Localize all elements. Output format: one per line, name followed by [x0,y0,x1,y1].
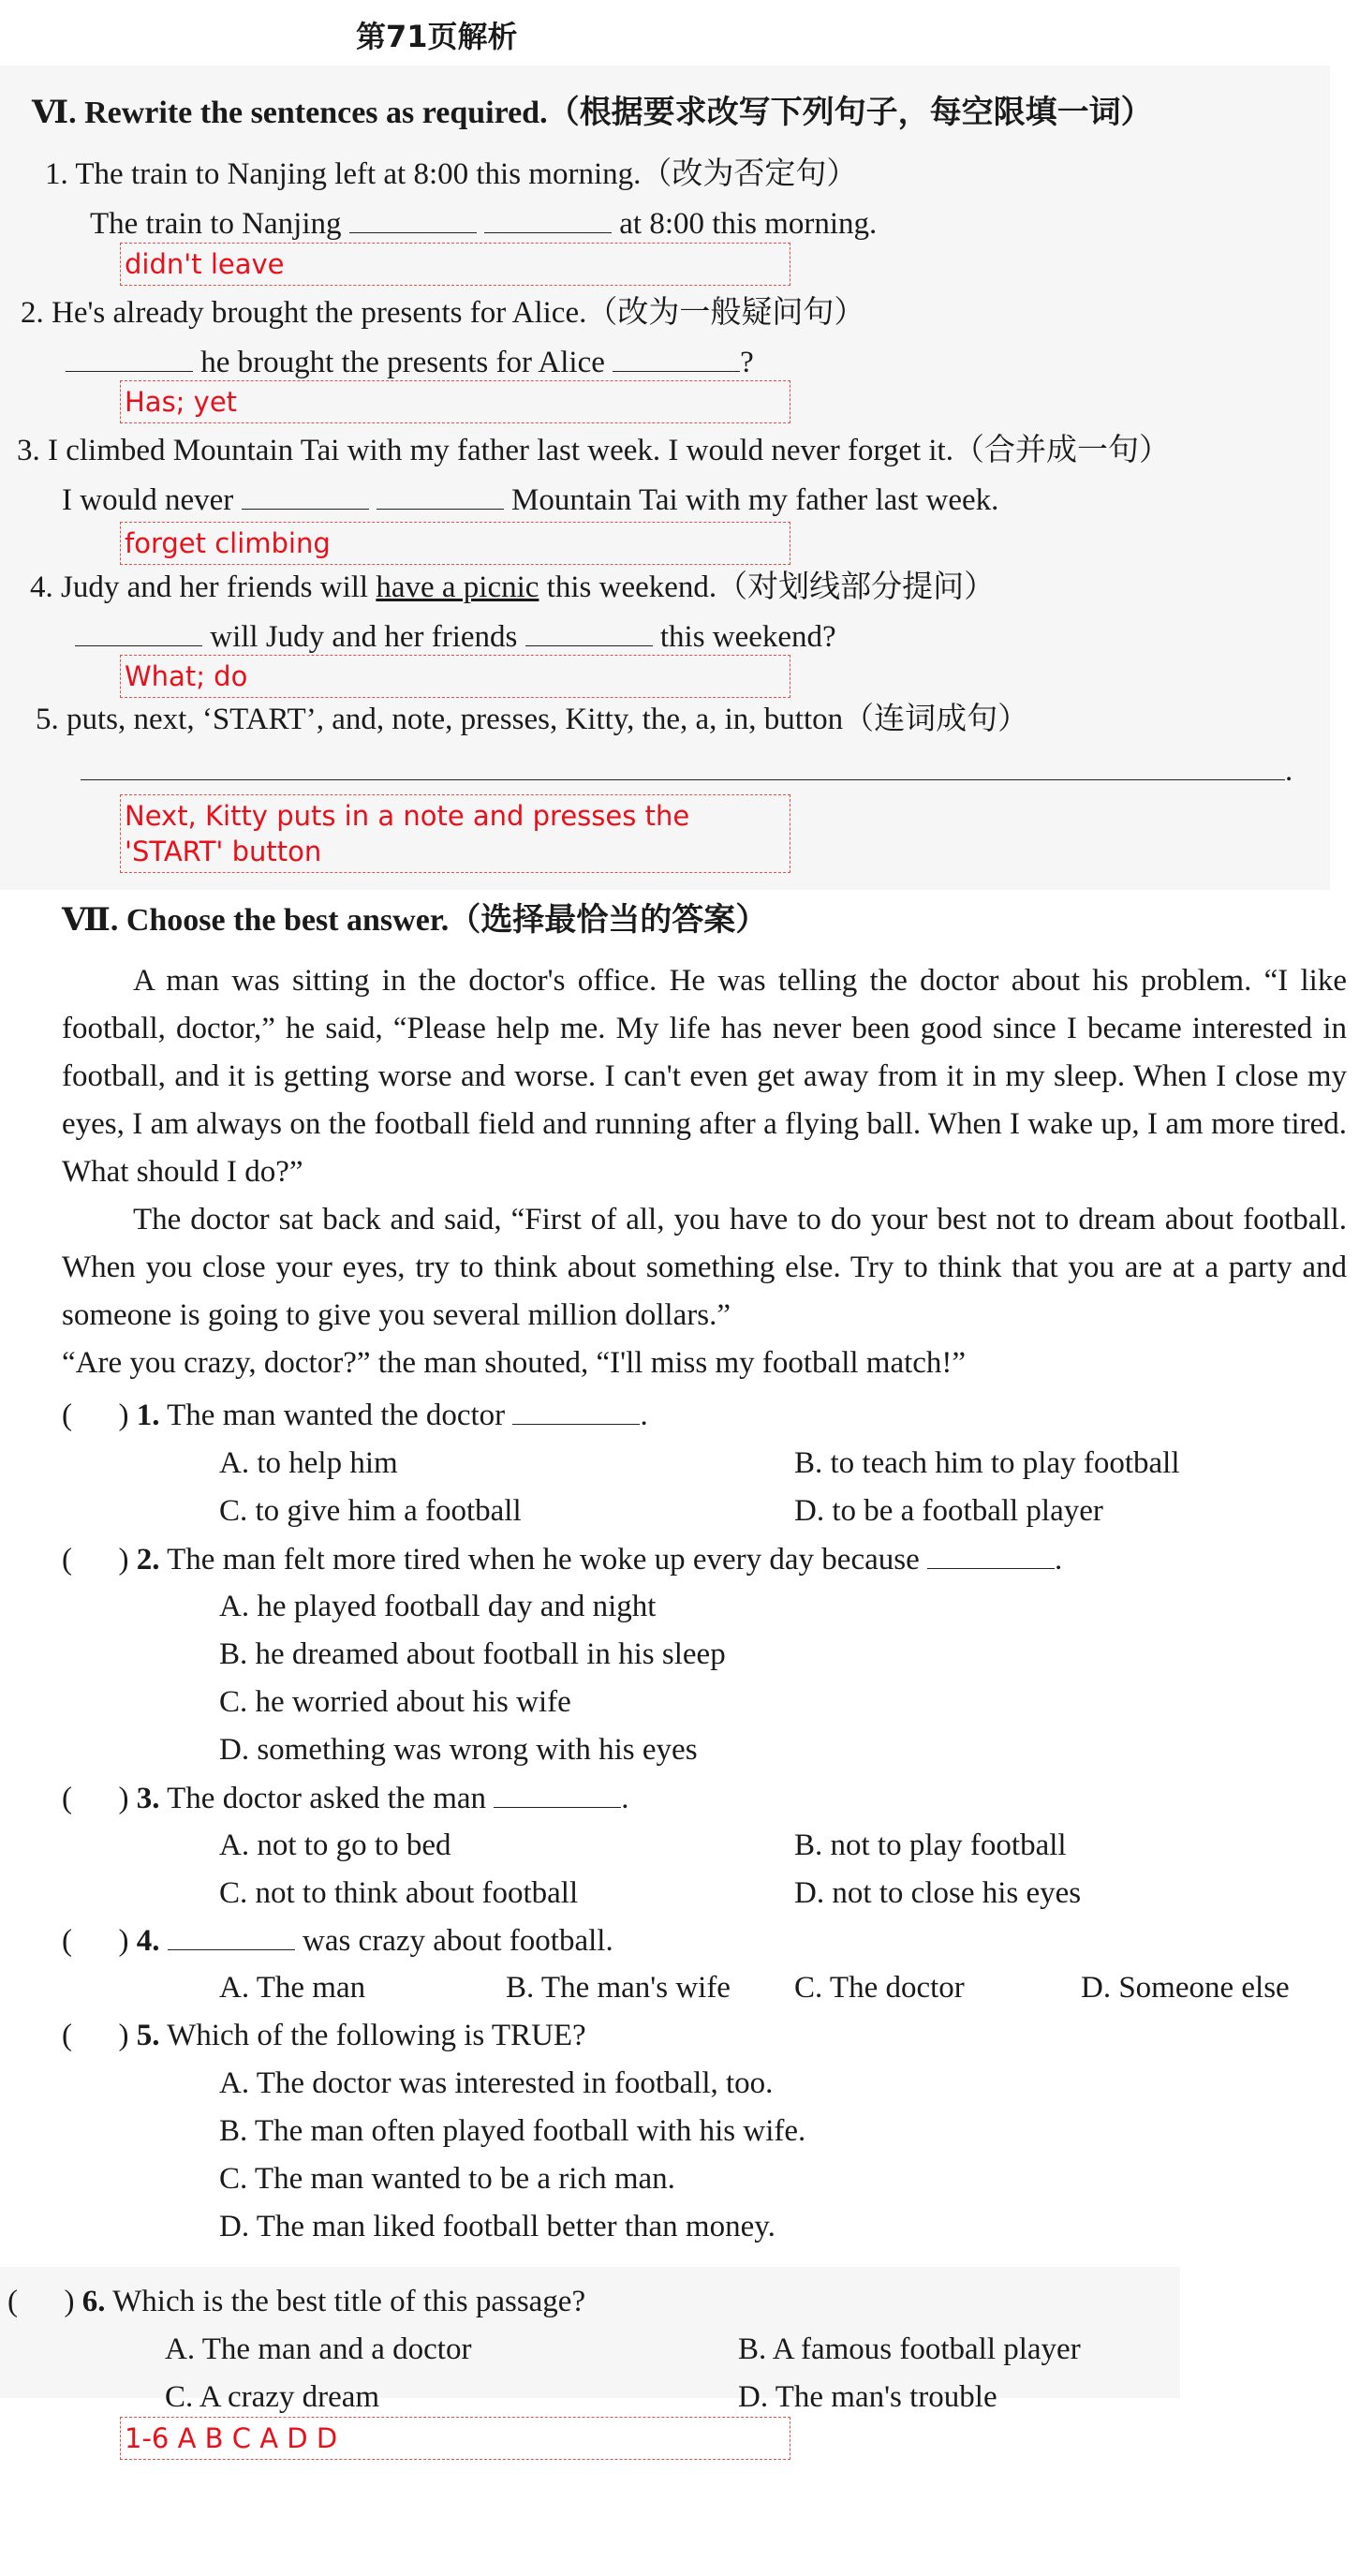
blank [927,1544,1055,1569]
blank [613,347,740,372]
option: D. Someone else [1081,1971,1290,2005]
q5-prompt: 5. puts, next, ‘START’, and, note, presses, Kitty, the, a, in, button（连词成句） [36,703,1029,736]
question-4: ( ) 4. was crazy about football. [62,1924,613,1958]
question-6: ( ) 6. Which is the best title of this passage? [7,2285,586,2318]
option: A. he played football day and night [219,1590,657,1623]
blank [75,621,202,646]
question-2: ( ) 2. The man felt more tired when he woke up every day because . [62,1543,1063,1577]
q2-prompt: 2. He's already brought the presents for Alice.（改为一般疑问句） [21,296,865,330]
section7-answer: 1-6 A B C A D D [120,2417,790,2460]
option: C. to give him a football [219,1494,522,1528]
option: A. not to go to bed [219,1828,451,1862]
option: B. not to play football [794,1828,1067,1862]
q2-answer: Has; yet [120,380,790,423]
option: C. The doctor [794,1971,965,2005]
q3-prompt: 3. I climbed Mountain Tai with my father last week. I would never forget it.（合并成一句） [17,434,1170,467]
blank [484,208,612,233]
blank [494,1783,621,1808]
q1-answer: didn't leave [120,243,790,286]
option: B. The man often played football with his wife. [219,2114,806,2148]
blank [512,1399,640,1425]
blank [66,347,193,372]
option: A. The man and a doctor [165,2332,472,2366]
option: B. to teach him to play football [794,1446,1180,1480]
passage-paragraph: The doctor sat back and said, “First of all, you have to do your best not to dream about football. When you close your eyes, try to think about something else. Try to think that you are at a party and someone is going to give you several million dollars.” [62,1203,1347,1332]
section6-heading: Ⅵ. Rewrite the sentences as required.（根据要求改写下列句子，每空限填一词） [32,96,1153,130]
passage-paragraph: A man was sitting in the doctor's office. He was telling the doctor about his problem. “I like football, doctor,” he said, “Please help me. My life has never been good since I became interested in football, and it is getting worse and worse. I can't even get away from it in my sleep. When I close my eyes, I am always on the football field and running after a flying ball. When I wake up, I am more tired. What should I do?” [62,964,1347,1189]
q4-fill-line: will Judy and her friends this weekend? [75,621,836,653]
question-3: ( ) 3. The doctor asked the man . [62,1782,629,1815]
option: C. he worried about his wife [219,1685,571,1719]
q1-prompt: 1. The train to Nanjing left at 8:00 this morning.（改为否定句） [45,157,858,191]
q3-fill-line: I would never Mountain Tai with my father last week. [62,483,999,517]
question-1: ( ) 1. The man wanted the doctor . [62,1399,648,1432]
blank [168,1925,295,1950]
option: C. A crazy dream [165,2380,380,2414]
option: B. The man's wife [506,1971,731,2005]
q3-answer: forget climbing [120,522,790,565]
section7-heading: Ⅶ. Choose the best answer.（选择最恰当的答案） [62,903,768,938]
option: D. something was wrong with his eyes [219,1733,698,1767]
underlined-phrase: have a picnic [376,570,539,604]
page-title: 第71页解析 [356,19,518,54]
option: A. to help him [219,1446,398,1480]
option: A. The doctor was interested in football, too. [219,2066,774,2100]
option: D. The man's trouble [738,2380,997,2414]
option: A. The man [219,1971,366,2005]
option: C. not to think about football [219,1876,579,1910]
q5-answer: Next, Kitty puts in a note and presses the 'START' button [120,794,790,873]
option: D. to be a football player [794,1494,1103,1528]
q5-fill-line: . [81,755,1293,787]
blank [377,484,504,510]
q4-prompt: 4. Judy and her friends will have a picnic this weekend.（对划线部分提问） [30,570,996,604]
option: B. A famous football player [738,2332,1081,2366]
option: D. The man liked football better than money. [219,2210,776,2243]
blank [242,484,369,510]
option: D. not to close his eyes [794,1876,1082,1910]
q2-fill-line: he brought the presents for Alice ? [66,347,754,378]
option: B. he dreamed about football in his sleep [219,1637,726,1671]
option: C. The man wanted to be a rich man. [219,2162,675,2196]
question-5: ( ) 5. Which of the following is TRUE? [62,2019,586,2052]
blank [81,755,1285,780]
passage-paragraph: “Are you crazy, doctor?” the man shouted, “I'll miss my football match!” [62,1346,967,1380]
blank [525,621,653,646]
blank [349,208,477,233]
q4-answer: What; do [120,655,790,698]
q1-fill-line: The train to Nanjing at 8:00 this morning. [90,207,878,241]
reading-passage [62,957,1347,1387]
